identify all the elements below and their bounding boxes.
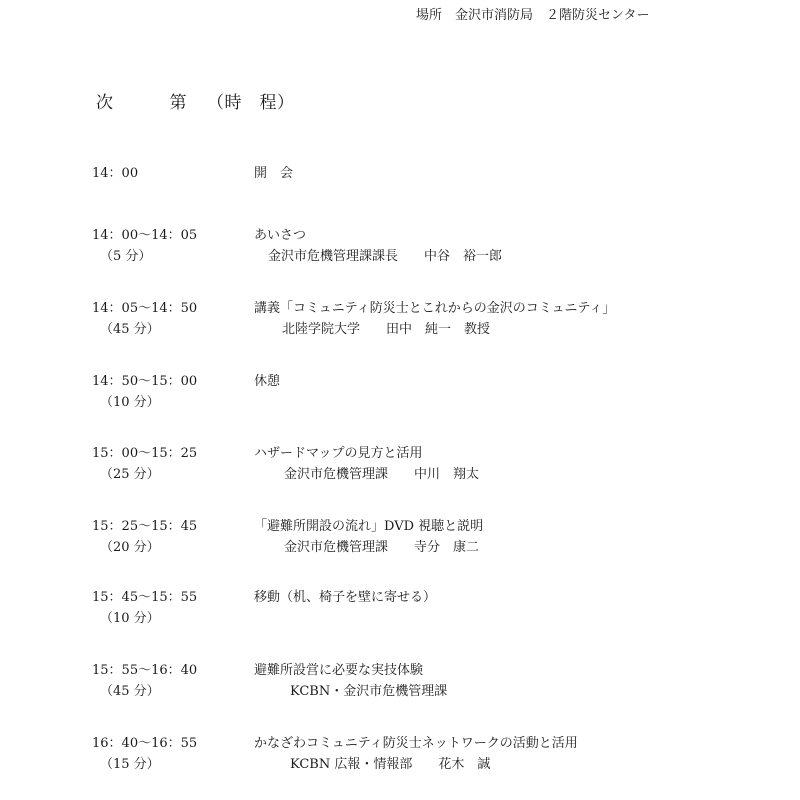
agenda-heading: [96, 88, 295, 113]
schedule-time: 15：25〜15：45: [92, 519, 198, 534]
schedule-time: 15：00〜15：25: [92, 446, 198, 461]
schedule-detail: 金沢市危機管理課課長 中谷 裕一郎: [268, 249, 503, 264]
schedule-detail: KCBN・金沢市危機管理課: [290, 684, 448, 699]
schedule-duration: （10 分）: [100, 395, 160, 410]
venue-line: 場所 金沢市消防局 ２階防災センター: [416, 8, 650, 23]
schedule-time: 15：45〜15：55: [92, 590, 198, 605]
schedule-title: 開 会: [254, 166, 294, 181]
schedule-title: 「避難所開設の流れ」DVD 視聴と説明: [254, 519, 484, 534]
schedule-title: 講義「コミュニティ防災士とこれからの金沢のコミュニティ」: [254, 301, 616, 316]
heading-part-2: 第: [169, 93, 187, 113]
schedule-duration: （45 分）: [100, 684, 160, 699]
schedule-title: 避難所設営に必要な実技体験: [254, 663, 424, 678]
schedule-title: あいさつ: [254, 228, 307, 243]
schedule-time: 14：00: [92, 166, 139, 181]
schedule-detail: 金沢市危機管理課 中川 翔太: [284, 467, 480, 482]
schedule-detail: 金沢市危機管理課 寺分 康二: [284, 540, 480, 555]
schedule-duration: （5 分）: [100, 249, 152, 264]
schedule-title: 休憩: [254, 374, 281, 389]
schedule-duration: （10 分）: [100, 611, 160, 626]
schedule-time: 14：50〜15：00: [92, 374, 198, 389]
schedule-time: 16：40〜16：55: [92, 736, 198, 751]
schedule-detail: 北陸学院大学 田中 純一 教授: [282, 322, 491, 337]
schedule-time: 14：00〜14：05: [92, 228, 198, 243]
schedule-duration: （20 分）: [100, 540, 160, 555]
schedule-duration: （15 分）: [100, 757, 160, 772]
schedule-title: ハザードマップの見方と活用: [254, 446, 423, 461]
schedule-time: 14：05〜14：50: [92, 301, 198, 316]
schedule-duration: （25 分）: [100, 467, 160, 482]
heading-part-1: 次: [96, 93, 114, 113]
schedule-time: 15：55〜16：40: [92, 663, 198, 678]
schedule-title: かなざわコミュニティ防災士ネットワークの活動と活用: [254, 736, 578, 751]
schedule-duration: （45 分）: [100, 322, 160, 337]
heading-part-3: （時 程）: [207, 93, 295, 113]
schedule-title: 移動（机、椅子を壁に寄せる）: [254, 590, 437, 605]
schedule-detail: KCBN 広報・情報部 花木 誠: [290, 757, 491, 772]
